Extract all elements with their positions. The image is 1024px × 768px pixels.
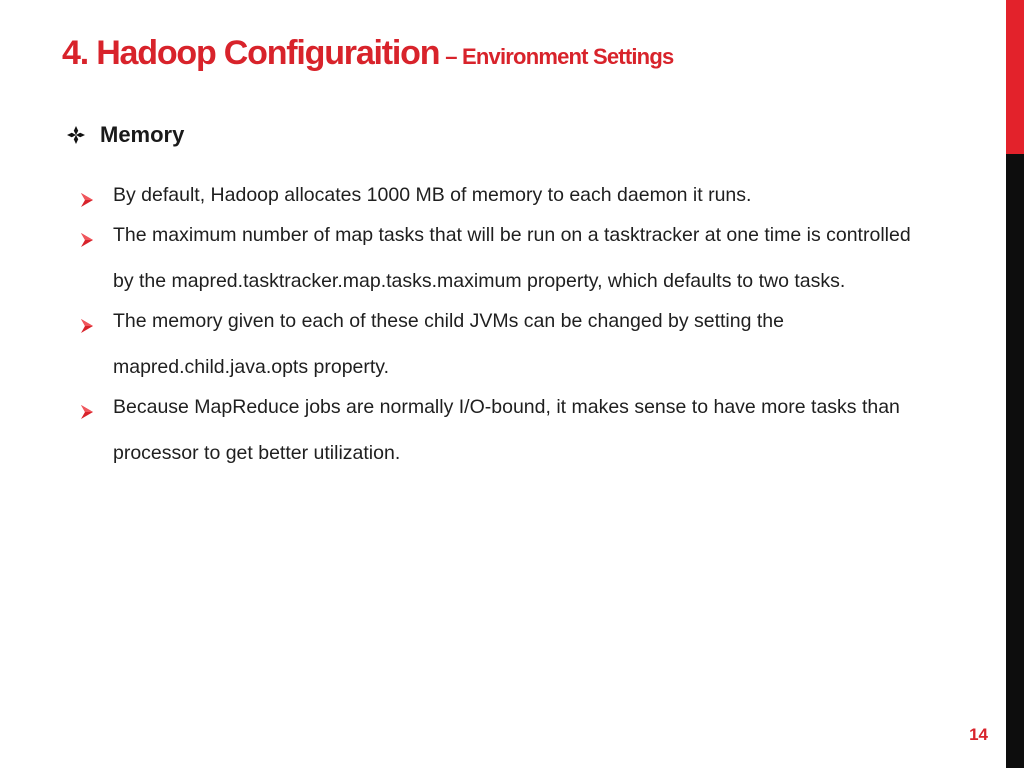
section-label: Memory xyxy=(100,122,185,147)
edge-accent-red-bar xyxy=(1006,0,1024,154)
arrow-bullet-icon xyxy=(80,232,94,248)
section-heading xyxy=(66,122,184,148)
diamond-bullet-icon xyxy=(66,125,86,145)
list-item xyxy=(80,224,920,305)
list-item xyxy=(80,396,920,477)
title-main: 4. Hadoop Configuraition xyxy=(62,34,440,72)
arrow-bullet-icon xyxy=(80,192,94,208)
bullet-text: Because MapReduce jobs are normally I/O-bound, it makes sense to have more tasks than processor to get better utilization. xyxy=(113,395,900,464)
bullet-text: By default, Hadoop allocates 1000 MB of memory to each daemon it runs. xyxy=(113,184,752,206)
page-number: 14 xyxy=(969,725,988,744)
arrow-bullet-icon xyxy=(80,404,94,420)
bullet-text: The memory given to each of these child JVMs can be changed by setting the mapred.child.java.opts property. xyxy=(113,309,784,378)
bullet-text: The maximum number of map tasks that will be run on a tasktracker at one time is controlled by the mapred.tasktracker.map.tasks.maximum property, which defaults to two tasks. xyxy=(113,223,911,292)
bullet-list xyxy=(80,184,920,482)
arrow-bullet-icon xyxy=(80,318,94,334)
slide-title xyxy=(62,34,673,73)
title-subtitle: – Environment Settings xyxy=(445,44,674,69)
list-item xyxy=(80,310,920,391)
edge-accent-black-bar xyxy=(1006,154,1024,768)
